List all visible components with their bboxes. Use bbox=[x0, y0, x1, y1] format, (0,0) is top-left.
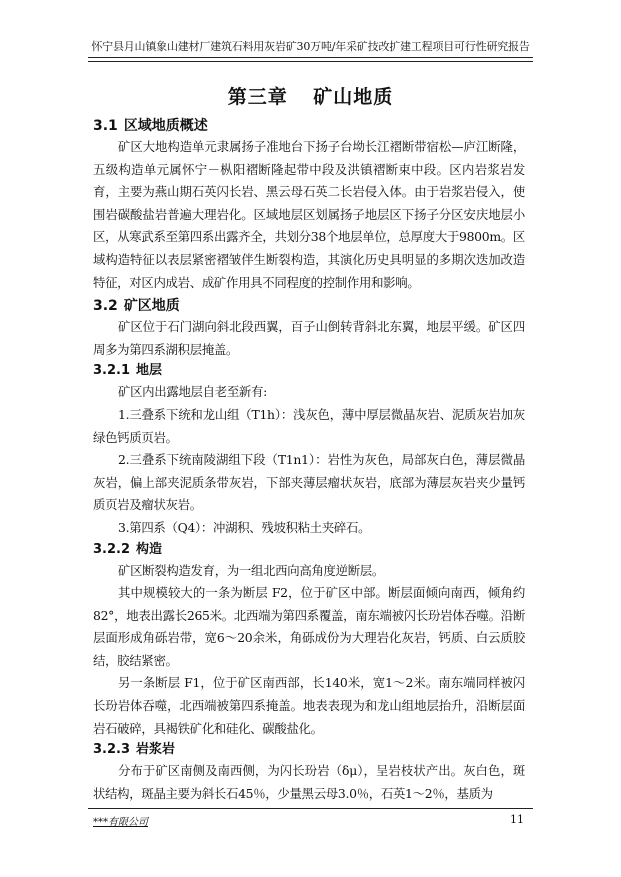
paragraph-structure-3: 另一条断层 F1，位于矿区南西部，长140米，宽1～2米。南东端同样被闪长玢岩体吞噬，北西端被第四系掩盖。地表表现为和龙山组地层抬升，沿断层面岩石破碎，具褐铁矿化和硅化、碳酸盐化。 bbox=[93, 675, 525, 736]
paragraph-strata-2: 2.三叠系下统南陵湖组下段（T1n1）：岩性为灰色，局部灰白色，薄层微晶灰岩，偏上部夹泥质条带灰岩，下部夹薄层瘤状灰岩，底部为薄层灰岩夹少量钙质页岩及瘤状灰岩。 bbox=[93, 452, 525, 513]
paragraph-regional-geology: 矿区大地构造单元隶属扬子准地台下扬子台坳长江褶断带宿松—庐江断隆，五级构造单元属怀宁－枞阳褶断隆起带中段及洪镇褶断束中段。区内岩浆岩发育，主要为燕山期石英闪长岩、黑云母石英二长岩侵入体。由于岩浆岩侵入，使围岩碳酸盐岩普遍大理岩化。区域地层区划属扬子地层区下扬子分区安庆地层小区，从寒武系至第四系出露齐全，共划分38个地层单位，总厚度大于9800m。区域构造特征以表层紧密褶皱伴生断裂构造，其演化历史具明显的多期次迭加改造特征，对区内成岩、成矿作用具不同程度的控制作用和影响。 bbox=[93, 139, 525, 290]
document-body bbox=[93, 116, 525, 805]
section-number: 3.2.2 bbox=[93, 541, 131, 557]
page-number: 11 bbox=[510, 813, 524, 826]
header-rule bbox=[88, 57, 533, 58]
section-heading-3-1 bbox=[93, 116, 525, 136]
section-number: 3.2.1 bbox=[93, 363, 131, 379]
section-heading-3-2 bbox=[93, 296, 525, 316]
section-number: 3.2 bbox=[93, 298, 118, 315]
paragraph-structure-2: 其中规模较大的一条为断层 F2，位于矿区中部。断层面倾向南西，倾角约82°，地表出露长265米。北西端为第四系覆盖，南东端被闪长玢岩体吞噬。沿断层面形成角砾岩带，宽6～20余米，角砾成份为大理岩化灰岩，钙质、白云质胶结，胶结紧密。 bbox=[93, 585, 525, 668]
subsection-heading-3-2-2 bbox=[93, 540, 525, 560]
footer-company: ***有限公司 bbox=[93, 817, 148, 828]
paragraph-structure-1: 矿区断裂构造发育，为一组北西向高角度逆断层。 bbox=[118, 562, 384, 578]
header-rule-thin bbox=[88, 61, 533, 62]
paragraph-mine-geology: 矿区位于石门湖向斜北段西翼，百子山倒转背斜北东翼，地层平缓。矿区四周多为第四系湖积层掩盖。 bbox=[93, 319, 525, 357]
paragraph-strata-intro: 矿区内出露地层自老至新有: bbox=[118, 384, 267, 400]
section-title: 区域地质概述 bbox=[123, 118, 208, 134]
section-title: 构造 bbox=[136, 541, 163, 557]
section-title: 岩浆岩 bbox=[136, 742, 176, 758]
section-title: 地层 bbox=[136, 363, 163, 379]
paragraph-strata-1: 1.三叠系下统和龙山组（T1h）：浅灰色，薄中厚层微晶灰岩、泥质灰岩加灰绿色钙质页岩。 bbox=[93, 406, 525, 445]
subsection-heading-3-2-1 bbox=[93, 361, 525, 381]
section-number: 3.1 bbox=[93, 118, 118, 134]
paragraph-magmatic-rock: 分布于矿区南侧及南西侧，为闪长玢岩（δμ），呈岩枝状产出。灰白色，斑状结构，斑晶主要为斜长石45％，少量黑云母3.0％，石英1～2％，基质为 bbox=[93, 763, 525, 801]
footer-rule bbox=[88, 808, 533, 809]
section-number: 3.2.3 bbox=[93, 742, 131, 758]
subsection-heading-3-2-3 bbox=[93, 740, 525, 760]
page-header: 怀宁县月山镇象山建材厂建筑石料用灰岩矿30万吨/年采矿技改扩建工程项目可行性研究报告 bbox=[91, 40, 530, 53]
paragraph-strata-3: 3.第四系（Q4）：冲湖积、残坡积粘土夹碎石。 bbox=[118, 519, 371, 535]
section-title: 矿区地质 bbox=[123, 298, 180, 315]
chapter-title: 第三章 矿山地质 bbox=[227, 86, 394, 108]
